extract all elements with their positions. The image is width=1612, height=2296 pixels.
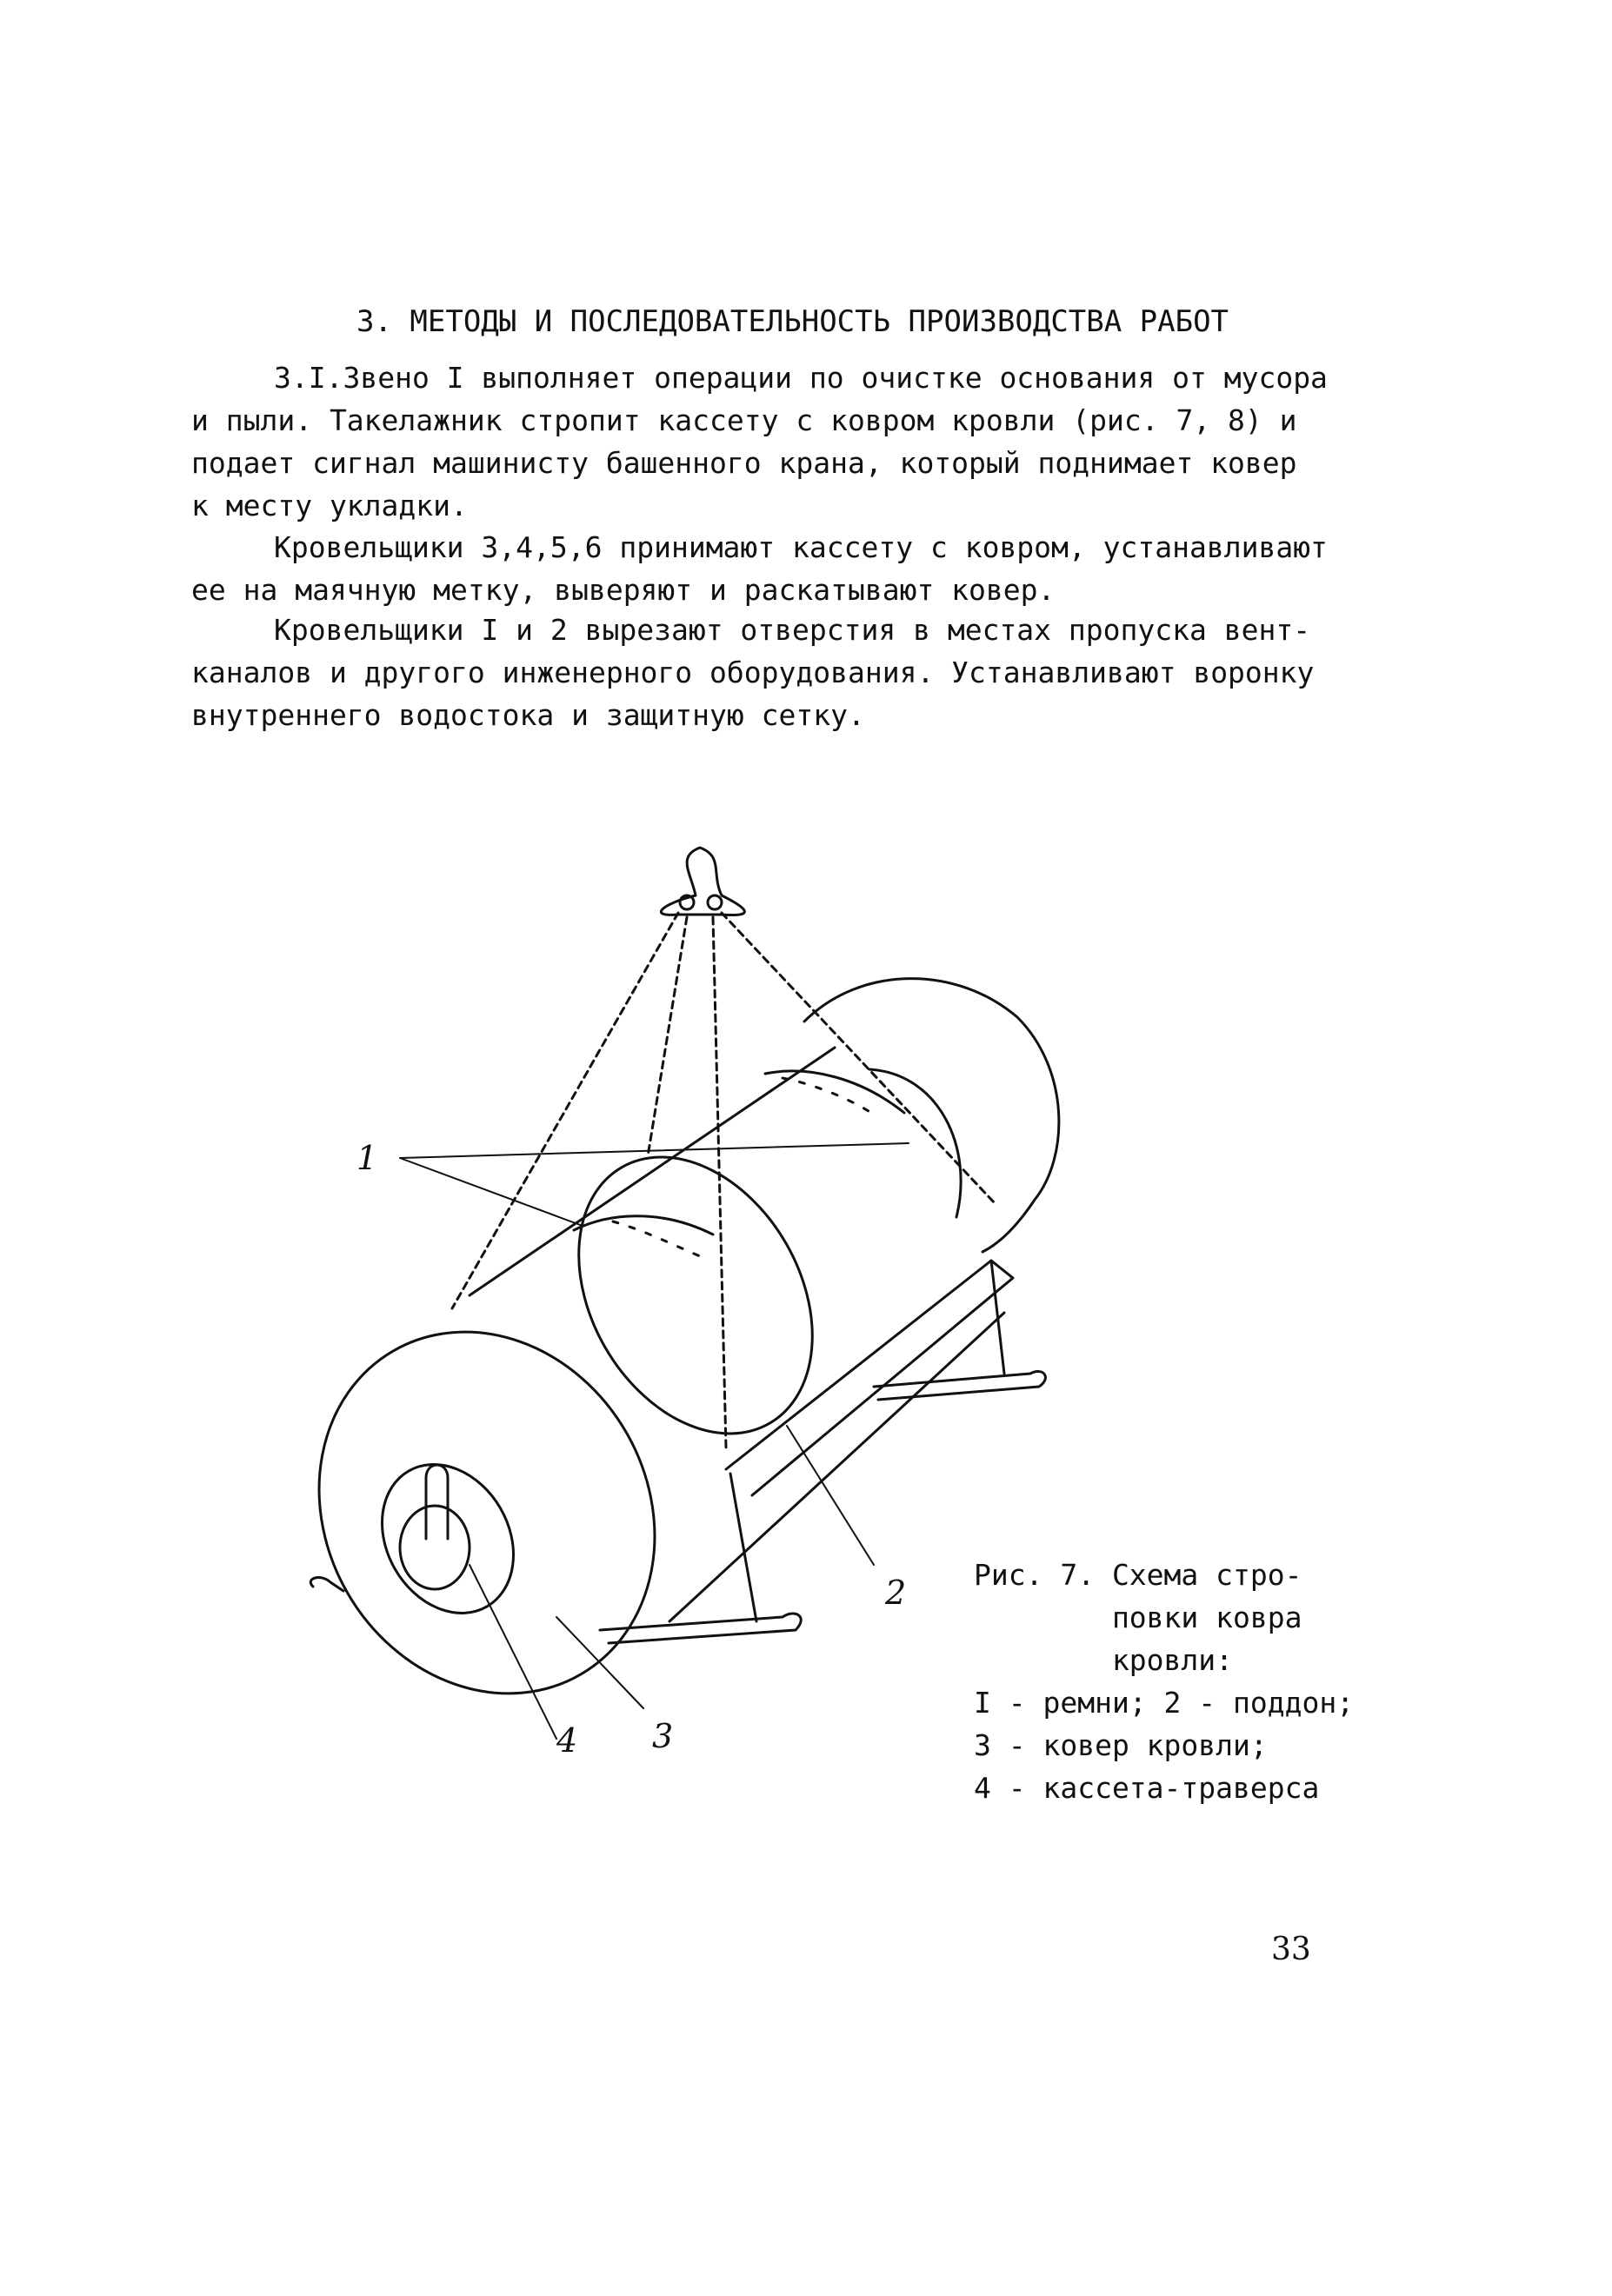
section-heading: 3. МЕТОДЫ И ПОСЛЕДОВАТЕЛЬНОСТЬ ПРОИЗВОДСТВА РАБОТ xyxy=(356,304,1229,339)
axle-hub xyxy=(400,1506,470,1589)
roll-top-edge xyxy=(470,1048,835,1295)
caption-line: 3 - ковер кровли; xyxy=(974,1728,1268,1762)
belt-1-buckle xyxy=(613,1221,700,1256)
belt-2-buckle xyxy=(783,1078,878,1117)
pallet-skid xyxy=(874,1372,1045,1400)
text-line: Кровельщики 3,4,5,6 принимают кассету с ковром, устанавливают xyxy=(274,530,1328,564)
text-line: Кровельщики I и 2 вырезают отверстия в местах пропуска вент- xyxy=(274,613,1311,647)
belt-2 xyxy=(765,1071,904,1113)
callout-2: 2 xyxy=(885,1574,907,1612)
text-line: и пыли. Такелажник стропит кассету с ковром кровли (рис. 7, 8) и xyxy=(191,403,1297,437)
roll-end-face xyxy=(254,1270,719,1754)
text-line: к месту укладки. xyxy=(191,489,468,522)
text-line: 3.I.Звено I выполняет операции по очистке основания от мусора xyxy=(274,361,1328,395)
text-line: ее на маячную метку, выверяют и раскатывают ковер. xyxy=(191,573,1056,607)
far-drum-outline xyxy=(804,979,1059,1252)
sling-rope xyxy=(722,913,996,1204)
roll-mid-ring xyxy=(531,1115,860,1475)
callout-1: 1 xyxy=(356,1139,378,1177)
pallet-skid xyxy=(310,1578,343,1591)
page-number: 33 xyxy=(1271,1932,1311,1967)
caption-line: повки ковра xyxy=(974,1601,1302,1634)
sling-rope xyxy=(452,913,678,1308)
text-line: внутреннего водостока и защитную сетку. xyxy=(191,698,865,732)
callout-3: 3 xyxy=(652,1717,674,1755)
axle-link xyxy=(426,1465,448,1539)
ring-shackle xyxy=(708,895,722,909)
text-line: подает сигнал машинисту башенного крана, который поднимает ковер xyxy=(191,446,1297,480)
sling-rope xyxy=(648,917,687,1156)
lifting-ring xyxy=(661,848,744,915)
pallet-leg xyxy=(991,1261,1004,1374)
caption-line: I - ремни; 2 - поддон; xyxy=(974,1686,1355,1720)
leader-line-1a xyxy=(400,1143,909,1158)
roll-bottom-edge xyxy=(669,1313,1004,1621)
caption-line: Рис. 7. Схема стро- xyxy=(974,1558,1302,1592)
figure-caption xyxy=(974,1554,1354,1809)
sling-rope xyxy=(713,917,726,1447)
leader-line-4 xyxy=(470,1565,556,1739)
callout-4: 4 xyxy=(556,1721,578,1760)
caption-line: кровли: xyxy=(974,1643,1234,1677)
text-line: каналов и другого инженерного оборудования. Устанавливают воронку xyxy=(191,656,1315,689)
pallet-skid xyxy=(600,1614,801,1643)
leader-line-1b xyxy=(400,1158,583,1226)
belt-1 xyxy=(574,1216,713,1235)
caption-line: 4 - кассета-траверса xyxy=(974,1771,1320,1805)
